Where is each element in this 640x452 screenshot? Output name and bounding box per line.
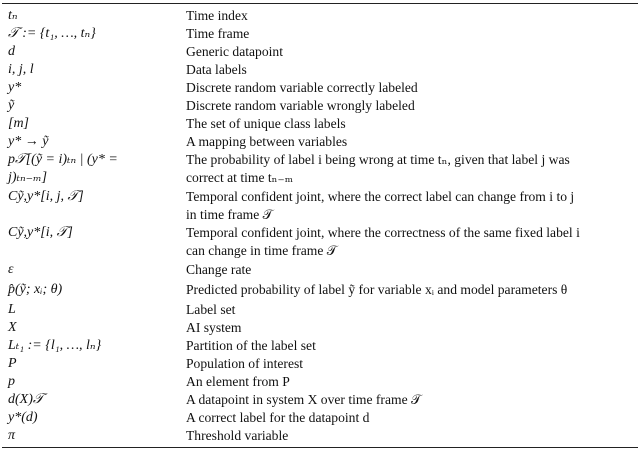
symbol-cell: p̂(ỹ; xᵢ; θ)	[8, 282, 63, 297]
description-cell: Data labels	[186, 62, 247, 77]
symbol-cell: P	[8, 356, 17, 371]
symbol-cell: p𝒯[(ỹ = i)ₜₙ | (y* = j)ₜₙ₋ₘ]	[8, 152, 118, 185]
description-cell: AI system	[186, 320, 242, 335]
description-cell: Time frame	[186, 26, 250, 41]
symbol-cell: d	[8, 44, 15, 59]
symbol-cell: Cỹ,y*[i, j, 𝒯]	[8, 189, 84, 204]
description-cell: Partition of the label set	[186, 338, 316, 353]
symbol-cell: tₙ	[8, 8, 18, 23]
description-cell: Population of interest	[186, 356, 304, 371]
symbol-cell: 𝒯 := {t₁, …, tₙ}	[8, 26, 96, 41]
description-cell: Threshold variable	[186, 428, 289, 443]
description-cell: An element from P	[186, 374, 290, 389]
description-cell: Temporal confident joint, where the correctness of the same fixed label i can change in time frame 𝒯	[186, 225, 580, 258]
bottom-rule	[2, 447, 638, 448]
description-cell: A mapping between variables	[186, 134, 348, 149]
top-rule	[2, 3, 638, 4]
symbol-cell: L	[8, 302, 16, 317]
description-cell: The probability of label i being wrong at time tₙ, given that label j was correct at time tₙ₋ₘ	[186, 152, 570, 185]
description-cell: Discrete random variable wrongly labeled	[186, 98, 415, 113]
symbol-cell: y* → ỹ	[8, 134, 49, 149]
symbol-cell: [m]	[8, 116, 30, 131]
symbol-cell: y*	[8, 80, 22, 95]
symbol-cell: p	[8, 374, 15, 389]
symbol-cell: X	[8, 320, 17, 335]
description-cell: Time index	[186, 8, 248, 23]
description-cell: A correct label for the datapoint d	[186, 410, 370, 425]
description-cell: Temporal confident joint, where the correct label can change from i to j in time frame 𝒯	[186, 189, 575, 222]
description-cell: Discrete random variable correctly labeled	[186, 80, 418, 95]
symbol-cell: Lₜ₁ := {l₁, …, lₙ}	[8, 338, 102, 353]
symbol-cell: ε	[8, 262, 14, 277]
symbol-cell: y*(d)	[8, 410, 38, 425]
description-cell: Change rate	[186, 262, 252, 277]
description-cell: The set of unique class labels	[186, 116, 346, 131]
symbol-cell: d(X)𝒯	[8, 392, 44, 407]
symbol-cell: ỹ	[8, 98, 15, 113]
description-cell: A datapoint in system X over time frame 𝒯	[186, 392, 422, 407]
description-cell: Label set	[186, 302, 236, 317]
symbol-cell: i, j, l	[8, 62, 34, 77]
description-cell: Predicted probability of label ỹ for variable xᵢ and model parameters θ	[186, 282, 568, 297]
description-cell: Generic datapoint	[186, 44, 284, 59]
symbol-cell: π	[8, 428, 16, 443]
symbol-cell: Cỹ,y*[i, 𝒯]	[8, 225, 73, 240]
